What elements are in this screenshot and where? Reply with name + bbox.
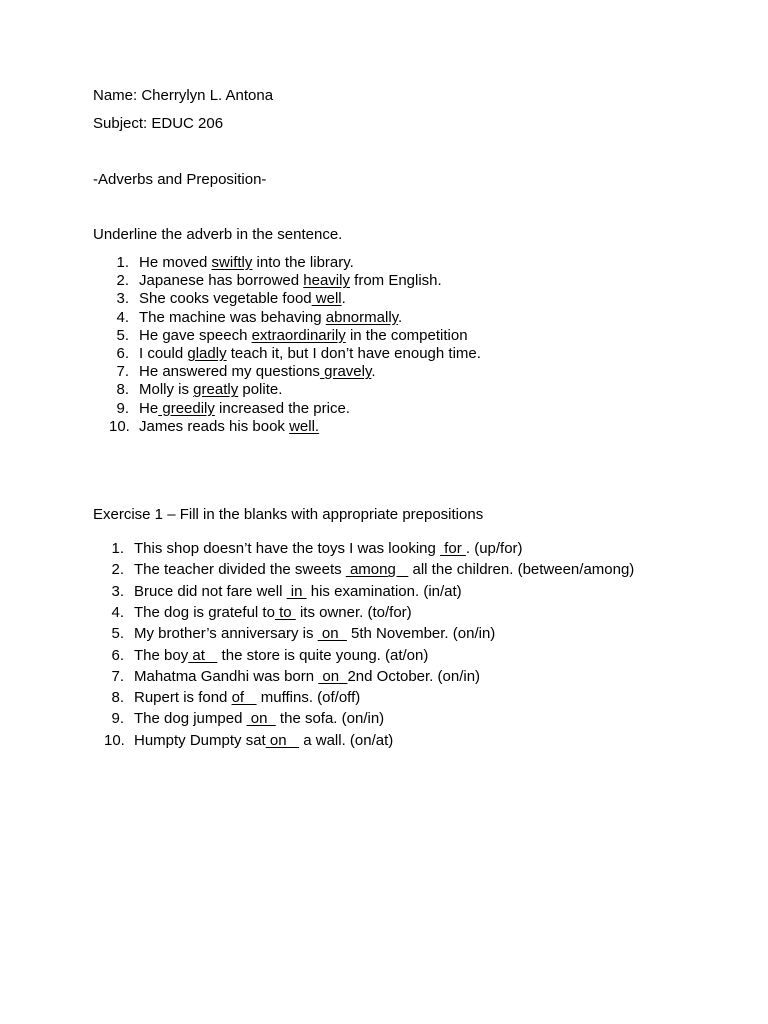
- sentence-text: [139, 327, 468, 345]
- list-number: 6.: [116, 345, 129, 362]
- sentence-text: [139, 290, 346, 308]
- list-number: 4.: [116, 308, 129, 326]
- name-line: Name: Cherrylyn L. Antona: [93, 87, 274, 104]
- sentence-text: [134, 625, 495, 643]
- sentence-before: The boy: [134, 646, 189, 664]
- sentence-after: all the children. (between/among): [408, 561, 635, 579]
- list-number: 3.: [116, 290, 129, 308]
- sentence-text: [134, 561, 634, 579]
- underlined-answer: heavily: [303, 272, 350, 290]
- list-number: 5.: [111, 625, 124, 643]
- list-number: 3.: [111, 582, 124, 600]
- sentence-before: He gave speech: [139, 326, 252, 344]
- list-number: 8.: [116, 381, 129, 399]
- sentence-text: [139, 254, 354, 272]
- underlined-answer: among: [345, 561, 409, 579]
- underlined-answer: in: [286, 582, 307, 600]
- underlined-answer: greatly: [193, 381, 239, 399]
- list-number: 1.: [111, 540, 124, 557]
- sentence-text: [139, 309, 402, 327]
- underlined-answer: at: [188, 646, 218, 664]
- list-number: 9.: [116, 399, 129, 417]
- sentence-after: in the competition: [345, 326, 468, 344]
- sentence-before: Bruce did not fare well: [134, 582, 287, 600]
- sentence-text: [139, 400, 350, 418]
- exercise1-instruction: Exercise 1 – Fill in the blanks with appropriate prepositions: [93, 506, 484, 523]
- underlined-answer: extraordinarily: [251, 326, 346, 344]
- list-number: 1.: [116, 254, 129, 271]
- adverbs-instruction: Underline the adverb in the sentence.: [93, 226, 343, 243]
- sentence-after: 5th November. (on/in): [346, 625, 496, 643]
- underlined-answer: to: [274, 603, 296, 621]
- sentence-before: Japanese has borrowed: [139, 272, 304, 290]
- underlined-answer: on: [265, 731, 300, 749]
- sentence-before: The dog is grateful to: [134, 603, 275, 621]
- sentence-before: She cooks vegetable food: [139, 290, 312, 308]
- underlined-answer: greedily: [158, 399, 215, 417]
- list-number: 4.: [111, 603, 124, 621]
- sentence-before: The dog jumped: [134, 710, 247, 728]
- underlined-answer: gravely: [319, 363, 372, 381]
- list-number: 5.: [116, 326, 129, 344]
- sentence-after: . (up/for): [465, 540, 523, 557]
- sentence-text: [134, 647, 428, 665]
- list-number: 10.: [109, 417, 130, 435]
- sentence-text: [139, 381, 282, 399]
- underlined-answer: abnormally: [325, 308, 399, 326]
- underlined-answer: gladly: [187, 345, 227, 362]
- underlined-answer: on: [318, 667, 348, 685]
- list-number: 7.: [116, 363, 129, 381]
- sentence-text: [139, 363, 376, 381]
- sentence-text: [134, 732, 393, 750]
- underlined-answer: swiftly: [211, 254, 253, 271]
- list-number: 7.: [111, 667, 124, 685]
- sentence-before: James reads his book: [139, 417, 290, 435]
- sentence-after: the sofa. (on/in): [275, 710, 385, 728]
- sentence-text: [134, 540, 523, 558]
- sentence-text: [139, 272, 442, 290]
- sentence-before: My brother’s anniversary is: [134, 625, 318, 643]
- sentence-text: [134, 604, 412, 622]
- underlined-answer: of: [231, 689, 257, 707]
- sentence-after: from English.: [349, 272, 442, 290]
- underlined-answer: for: [440, 540, 466, 557]
- sentence-after: a wall. (on/at): [299, 731, 394, 749]
- sentence-after: muffins. (of/off): [256, 689, 361, 707]
- sentence-before: He: [139, 399, 159, 417]
- sentence-text: [134, 689, 360, 707]
- sentence-before: Mahatma Gandhi was born: [134, 667, 319, 685]
- underlined-answer: on: [246, 710, 276, 728]
- underlined-answer: on: [317, 625, 347, 643]
- sentence-after: 2nd October. (on/in): [347, 667, 481, 685]
- list-number: 8.: [111, 689, 124, 707]
- list-number: 2.: [116, 272, 129, 290]
- document-title: -Adverbs and Preposition-: [93, 171, 267, 188]
- underlined-answer: well: [311, 290, 342, 308]
- sentence-before: He answered my questions: [139, 363, 320, 381]
- list-number: 10.: [104, 731, 125, 749]
- sentence-after: .: [371, 363, 376, 381]
- list-number: 6.: [111, 646, 124, 664]
- sentence-before: I could: [139, 345, 188, 362]
- sentence-before: This shop doesn’t have the toys I was looking: [134, 540, 441, 557]
- sentence-before: The machine was behaving: [139, 308, 326, 326]
- sentence-text: [139, 418, 319, 436]
- sentence-text: [134, 668, 480, 686]
- sentence-after: .: [341, 290, 346, 308]
- sentence-before: The teacher divided the sweets: [134, 561, 346, 579]
- sentence-before: Molly is: [139, 381, 194, 399]
- list-number: 2.: [111, 561, 124, 579]
- list-number: 9.: [111, 710, 124, 728]
- sentence-after: .: [398, 308, 403, 326]
- sentence-after: polite.: [238, 381, 283, 399]
- subject-line: Subject: EDUC 206: [93, 115, 224, 132]
- sentence-text: [134, 583, 462, 601]
- sentence-after: its owner. (to/for): [295, 603, 412, 621]
- underlined-answer: well.: [289, 417, 320, 435]
- sentence-after: his examination. (in/at): [306, 582, 462, 600]
- sentence-after: teach it, but I don’t have enough time.: [226, 345, 481, 362]
- sentence-after: into the library.: [252, 254, 354, 271]
- sentence-text: [139, 345, 481, 363]
- sentence-after: increased the price.: [214, 399, 350, 417]
- sentence-before: He moved: [139, 254, 212, 271]
- sentence-before: Rupert is fond: [134, 689, 232, 707]
- sentence-text: [134, 710, 384, 728]
- sentence-after: the store is quite young. (at/on): [217, 646, 429, 664]
- sentence-before: Humpty Dumpty sat: [134, 731, 266, 749]
